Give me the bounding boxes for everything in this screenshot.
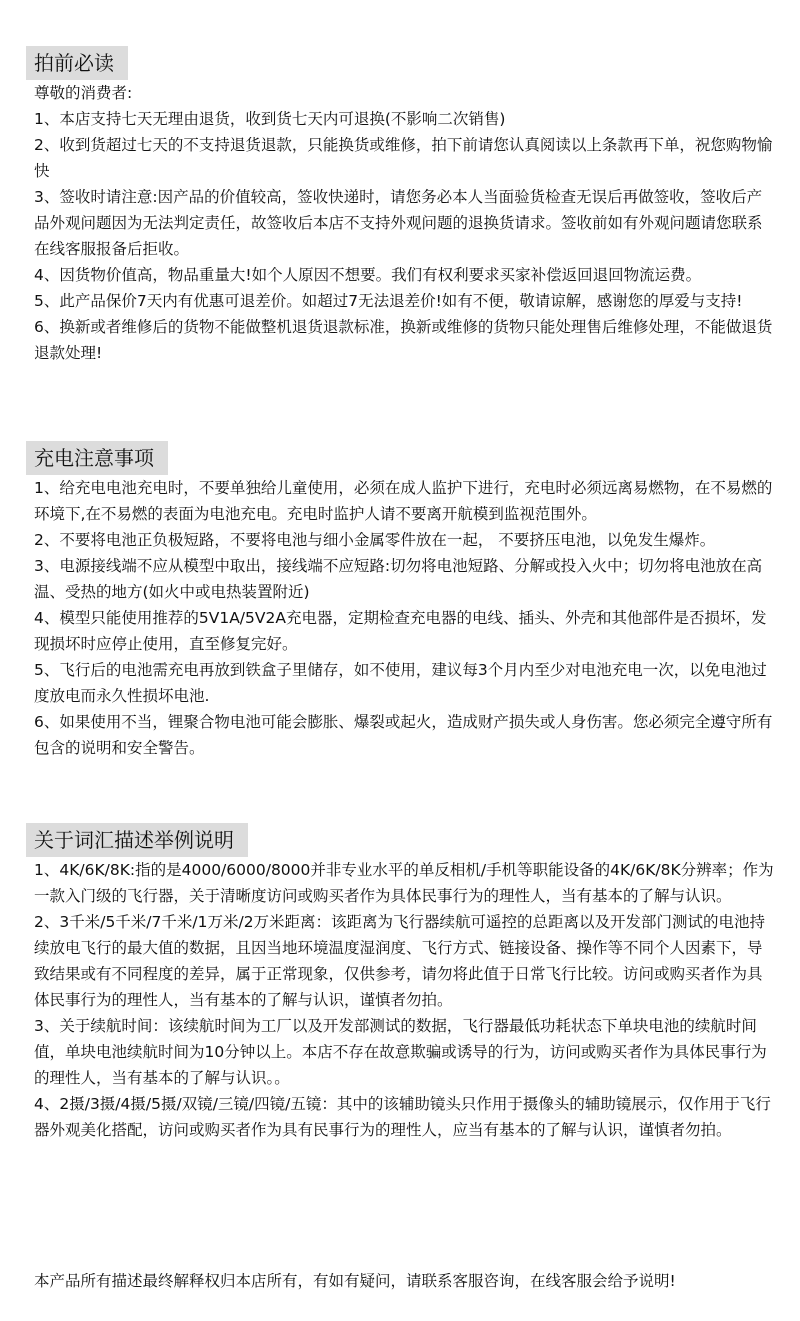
section-before-purchase xyxy=(26,46,774,366)
paragraph: 1、本店支持七天无理由退货，收到货七天内可退换(不影响二次销售) xyxy=(34,110,506,128)
section-title: 关于词汇描述举例说明 xyxy=(26,823,248,857)
paragraph: 4、2摄/3摄/4摄/5摄/双镜/三镜/四镜/五镜：其中的该辅助镜头只作用于摄像头的辅助镜展示，仅作用于飞行器外观美化搭配，访问或购买者作为具有民事行为的理性人，应当有基本的了解与认识，谨慎者勿拍。 xyxy=(34,1095,771,1139)
paragraph: 尊敬的消费者: xyxy=(34,84,133,102)
section-title: 拍前必读 xyxy=(26,46,128,80)
paragraph: 3、关于续航时间：该续航时间为工厂以及开发部测试的数据，飞行器最低功耗状态下单块电池的续航时间值，单块电池续航时间为10分钟以上。本店不存在故意欺骗或诱导的行为，访问或购买者作为具体民事行为的理性人，当有基本的了解与认识。。 xyxy=(34,1017,767,1087)
paragraph: 1、4K/6K/8K:指的是4000/6000/8000并非专业水平的单反相机/手机等职能设备的4K/6K/8K分辨率；作为一款入门级的飞行器，关于清晰度访问或购买者作为具体民事行为的理性人，当有基本的了解与认识。 xyxy=(34,861,774,905)
paragraph: 1、给充电电池充电时，不要单独给儿童使用，必须在成人监护下进行，充电时必须远离易燃物，在不易燃的环境下,在不易燃的表面为电池充电。充电时监护人请不要离开航模到监视范围外。 xyxy=(34,479,773,523)
paragraph: 2、收到货超过七天的不支持退货退款，只能换货或维修，拍下前请您认真阅读以上条款再下单，祝您购物愉快 xyxy=(34,136,773,180)
paragraph: 6、如果使用不当，锂聚合物电池可能会膨胀、爆裂或起火，造成财产损失或人身伤害。您必须完全遵守所有包含的说明和安全警告。 xyxy=(34,713,773,757)
paragraph: 6、换新或者维修后的货物不能做整机退货退款标准，换新或维修的货物只能处理售后维修处理，不能做退货退款处理! xyxy=(34,318,773,362)
closing-statement: 本产品所有描述最终解释权归本店所有，有如有疑问，请联系客服咨询，在线客服会给予说明! xyxy=(34,1271,676,1290)
paragraph: 5、飞行后的电池需充电再放到铁盒子里储存，如不使用，建议每3个月内至少对电池充电一次，以免电池过度放电而永久性损坏电池. xyxy=(34,661,767,705)
paragraph: 3、电源接线端不应从模型中取出，接线端不应短路:切勿将电池短路、分解或投入火中；切勿将电池放在高温、受热的地方(如火中或电热装置附近) xyxy=(34,557,763,601)
paragraph: 5、此产品保价7天内有优惠可退差价。如超过7无法退差价!如有不便，敬请谅解，感谢您的厚爱与支持! xyxy=(34,292,743,310)
section-title: 充电注意事项 xyxy=(26,441,168,475)
paragraph: 3、签收时请注意:因产品的价值较高，签收快递时，请您务必本人当面验货检查无误后再做签收，签收后产品外观问题因为无法判定责任，故签收后本店不支持外观问题的退换货请求。签收前如有外观问题请您联系在线客服报备后拒收。 xyxy=(34,188,763,258)
paragraph: 2、3千米/5千米/7千米/1万米/2万米距离：该距离为飞行器续航可遥控的总距离以及开发部门测试的电池持续放电飞行的最大值的数据，且因当地环境温度湿润度、飞行方式、链接设备、操作等不同个人因素下，导致结果或有不同程度的差异，属于正常现象，仅供参考，请勿将此值于日常飞行比较。访问或购买者作为具体民事行为的理性人，当有基本的了解与认识，谨慎者勿拍。 xyxy=(34,913,766,1009)
paragraph: 4、模型只能使用推荐的5V1A/5V2A充电器，定期检查充电器的电线、插头、外壳和其他部件是否损坏，发现损坏时应停止使用，直至修复完好。 xyxy=(34,609,767,653)
paragraph: 4、因货物价值高，物品重量大!如个人原因不想要。我们有权利要求买家补偿返回退回物流运费。 xyxy=(34,266,702,284)
paragraph: 2、不要将电池正负极短路，不要将电池与细小金属零件放在一起， 不要挤压电池，以免发生爆炸。 xyxy=(34,531,716,549)
section-term-explanations xyxy=(26,823,774,1143)
section-charging-notes xyxy=(26,441,774,761)
